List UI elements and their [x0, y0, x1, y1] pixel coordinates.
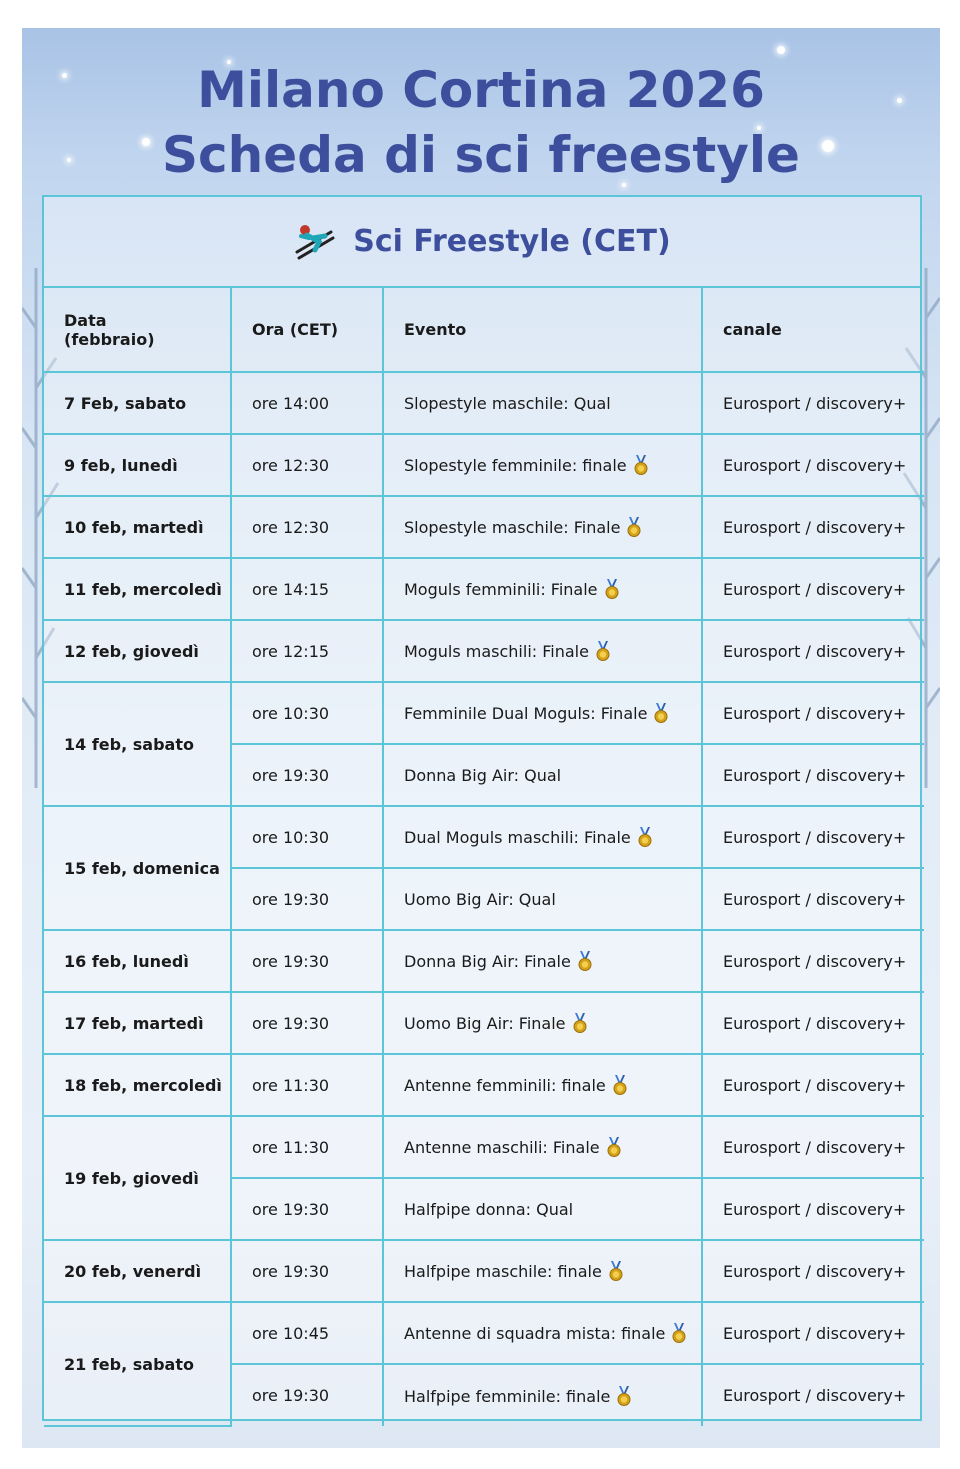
event-cell: [383, 1116, 702, 1178]
event-cell: [383, 744, 702, 806]
time-cell: ore 19:30: [231, 1178, 383, 1240]
time-cell: ore 19:30: [231, 744, 383, 806]
table-row: [44, 372, 924, 434]
time-cell: ore 19:30: [231, 868, 383, 930]
gold-medal-icon: [595, 641, 611, 661]
table-row: [44, 434, 924, 496]
event-cell: [383, 868, 702, 930]
table-row: [44, 992, 924, 1054]
time-cell: ore 19:30: [231, 992, 383, 1054]
snowflake: [777, 46, 785, 54]
time-cell: ore 11:30: [231, 1054, 383, 1116]
event-name: Antenne femminili: finale: [404, 1076, 606, 1095]
channel-cell: Eurosport / discovery+: [702, 992, 924, 1054]
date-cell: 10 feb, martedì: [44, 496, 231, 558]
time-cell: ore 19:30: [231, 1364, 383, 1426]
table-row: [44, 496, 924, 558]
channel-cell: Eurosport / discovery+: [702, 1364, 924, 1426]
time-cell: ore 10:30: [231, 682, 383, 744]
date-cell: 18 feb, mercoledì: [44, 1054, 231, 1116]
table-row: [44, 1054, 924, 1116]
gold-medal-icon: [572, 1013, 588, 1033]
gold-medal-icon: [606, 1137, 622, 1157]
time-cell: ore 12:15: [231, 620, 383, 682]
event-cell: [383, 806, 702, 868]
event-cell: [383, 992, 702, 1054]
date-cell: 14 feb, sabato: [44, 682, 231, 806]
date-cell: 15 feb, domenica: [44, 806, 231, 930]
channel-cell: Eurosport / discovery+: [702, 744, 924, 806]
channel-cell: Eurosport / discovery+: [702, 372, 924, 434]
event-name: Halfpipe maschile: finale: [404, 1262, 602, 1281]
table-row: [44, 682, 924, 744]
event-cell: [383, 434, 702, 496]
event-cell: [383, 496, 702, 558]
section-title: Sci Freestyle (CET): [353, 224, 671, 259]
time-cell: ore 12:30: [231, 434, 383, 496]
channel-cell: Eurosport / discovery+: [702, 868, 924, 930]
channel-cell: Eurosport / discovery+: [702, 620, 924, 682]
channel-cell: Eurosport / discovery+: [702, 1302, 924, 1364]
date-cell: 7 Feb, sabato: [44, 372, 231, 434]
table-row: [44, 1240, 924, 1302]
event-name: Donna Big Air: Qual: [404, 765, 562, 785]
column-header: Ora (CET): [231, 288, 383, 372]
gold-medal-icon: [637, 827, 653, 847]
event-cell: [383, 930, 702, 992]
time-cell: ore 19:30: [231, 930, 383, 992]
page-subtitle: Scheda di sci freestyle: [162, 126, 800, 184]
gold-medal-icon: [626, 517, 642, 537]
time-cell: ore 19:30: [231, 1240, 383, 1302]
gold-medal-icon: [671, 1323, 687, 1343]
event-name: Donna Big Air: Finale: [404, 952, 571, 971]
channel-cell: Eurosport / discovery+: [702, 434, 924, 496]
table-row: [44, 806, 924, 868]
gold-medal-icon: [604, 579, 620, 599]
channel-cell: Eurosport / discovery+: [702, 806, 924, 868]
gold-medal-icon: [577, 951, 593, 971]
event-name: Moguls maschili: Finale: [404, 642, 589, 661]
time-cell: ore 14:15: [231, 558, 383, 620]
time-cell: ore 10:45: [231, 1302, 383, 1364]
channel-cell: Eurosport / discovery+: [702, 1054, 924, 1116]
event-cell: [383, 1054, 702, 1116]
event-cell: [383, 682, 702, 744]
event-cell: [383, 1178, 702, 1240]
date-cell: 21 feb, sabato: [44, 1302, 231, 1426]
table-row: [44, 1116, 924, 1178]
time-cell: ore 12:30: [231, 496, 383, 558]
event-name: Antenne maschili: Finale: [404, 1138, 600, 1157]
date-cell: 12 feb, giovedì: [44, 620, 231, 682]
date-cell: 17 feb, martedì: [44, 992, 231, 1054]
date-cell: 19 feb, giovedì: [44, 1116, 231, 1240]
event-cell: [383, 372, 702, 434]
event-name: Dual Moguls maschili: Finale: [404, 828, 631, 847]
freestyle-skier-icon: [293, 222, 335, 262]
schedule-card: [42, 195, 922, 1421]
event-cell: [383, 1302, 702, 1364]
table-row: [44, 1302, 924, 1364]
event-cell: [383, 620, 702, 682]
table-row: [44, 930, 924, 992]
gold-medal-icon: [633, 455, 649, 475]
schedule-table: [44, 288, 924, 1427]
event-name: Slopestyle maschile: Finale: [404, 518, 621, 537]
event-name: Uomo Big Air: Finale: [404, 1014, 566, 1033]
table-row: [44, 620, 924, 682]
event-name: Femminile Dual Moguls: Finale: [404, 704, 648, 723]
table-row: [44, 558, 924, 620]
gold-medal-icon: [653, 703, 669, 723]
page-title: Milano Cortina 2026: [197, 61, 765, 119]
event-name: Slopestyle maschile: Qual: [404, 393, 611, 413]
channel-cell: Eurosport / discovery+: [702, 682, 924, 744]
event-name: Slopestyle femminile: finale: [404, 456, 627, 475]
event-name: Uomo Big Air: Qual: [404, 889, 556, 909]
gold-medal-icon: [612, 1075, 628, 1095]
gold-medal-icon: [608, 1261, 624, 1281]
channel-cell: Eurosport / discovery+: [702, 1178, 924, 1240]
column-header: Evento: [383, 288, 702, 372]
gold-medal-icon: [616, 1386, 632, 1406]
event-cell: [383, 1364, 702, 1426]
channel-cell: Eurosport / discovery+: [702, 558, 924, 620]
date-cell: 9 feb, lunedì: [44, 434, 231, 496]
column-header: canale: [702, 288, 924, 372]
poster: [22, 28, 940, 1448]
event-name: Halfpipe femminile: finale: [404, 1386, 611, 1406]
column-header: Data (febbraio): [44, 288, 231, 372]
date-cell: 20 feb, venerdì: [44, 1240, 231, 1302]
time-cell: ore 14:00: [231, 372, 383, 434]
channel-cell: Eurosport / discovery+: [702, 496, 924, 558]
time-cell: ore 11:30: [231, 1116, 383, 1178]
channel-cell: Eurosport / discovery+: [702, 1240, 924, 1302]
event-cell: [383, 558, 702, 620]
event-name: Antenne di squadra mista: finale: [404, 1324, 666, 1343]
channel-cell: Eurosport / discovery+: [702, 930, 924, 992]
time-cell: ore 10:30: [231, 806, 383, 868]
event-name: Moguls femminili: Finale: [404, 580, 598, 599]
event-name: Halfpipe donna: Qual: [404, 1199, 574, 1219]
table-header-row: [44, 288, 924, 372]
channel-cell: Eurosport / discovery+: [702, 1116, 924, 1178]
event-cell: [383, 1240, 702, 1302]
date-cell: 11 feb, mercoledì: [44, 558, 231, 620]
date-cell: 16 feb, lunedì: [44, 930, 231, 992]
section-header: [44, 197, 920, 288]
